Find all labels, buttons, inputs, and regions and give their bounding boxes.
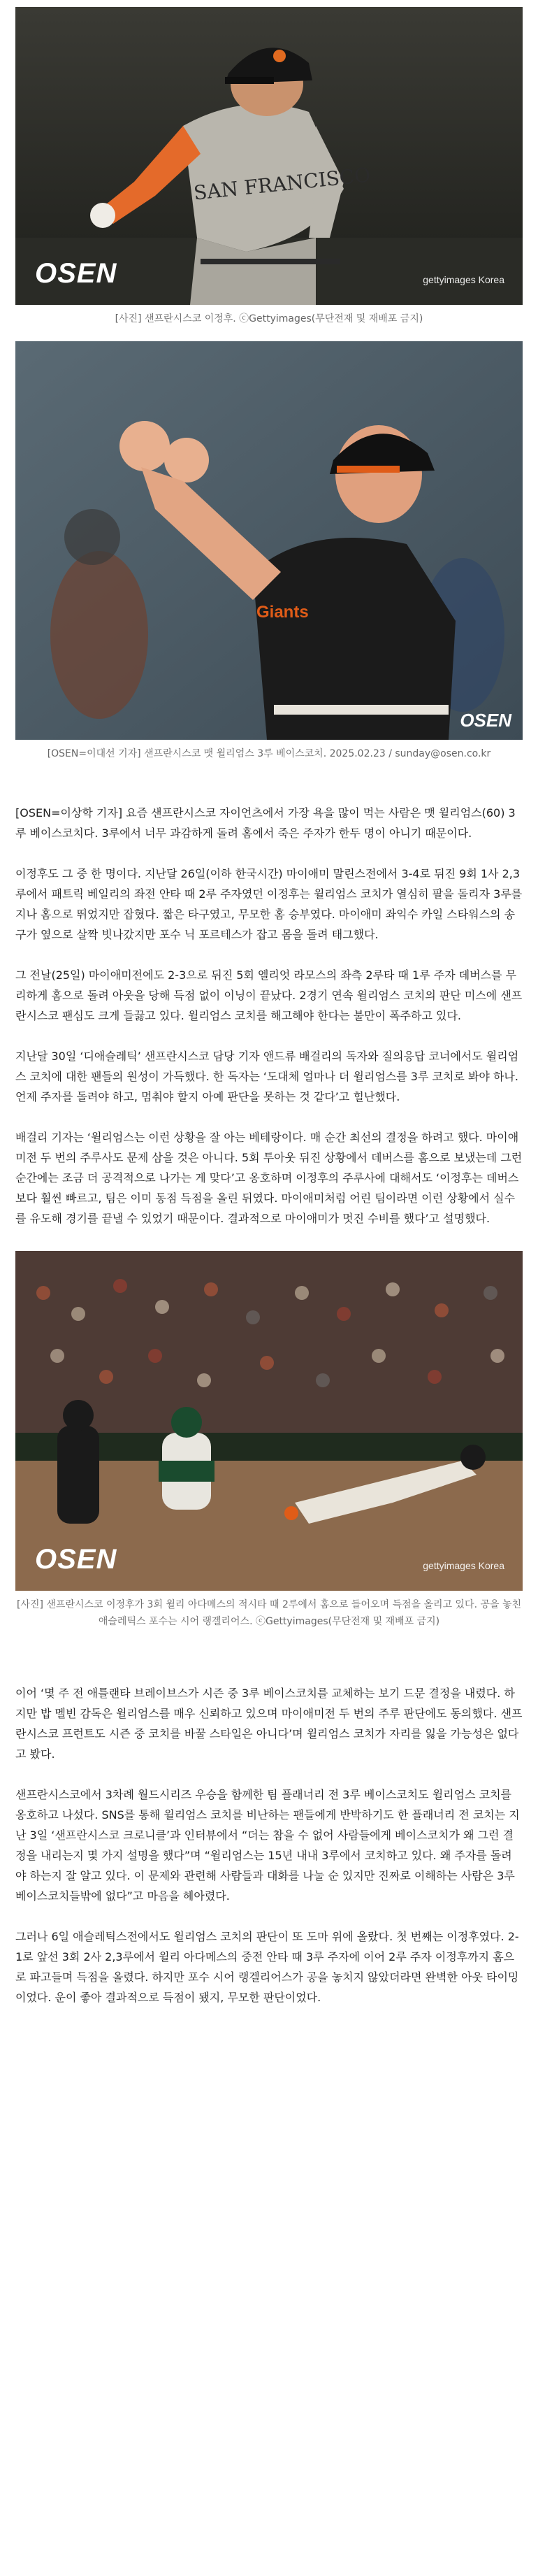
paragraph-7: 샌프란시스코에서 3차례 월드시리즈 우승을 함께한 팀 플래너리 전 3루 베이스코치도 윌리엄스 코치를 옹호하고 나섰다. SNS를 통해 윌리엄스 코치를 비난하는 팬들에게 반박하기도 한 플래너리 전 코치는 지난 3일 ‘샌프란시스코 크로니클’과 인터뷰에서 “더는 참을 수 없어 사람들에게 베이스코치가 왜 그런 결정을 내리는지 몇 가지 설명을 했다”며 “윌리엄스는 15년 내내 3루에서 코치하고 있다. 왜 주자를 돌려야 하는지 잘 알고 있다. 이 문제와 관련해 사람들과 대화를 나눌 순 있지만 진짜로 이해하는 사람은 3루 베이스코치들밖에 없다”고 마음을 헤아렸다.	[15, 1788, 520, 1903]
paragraph-2: 이정후도 그 중 한 명이다. 지난달 26일(이하 한국시간) 마이애미 말린스전에서 3-4로 뒤진 9회 1사 2,3루에서 패트릭 베일리의 좌전 안타 때 2루 주자였던 이정후는 윌리엄스 코치가 열심히 팔을 돌리자 3루를 지나 홈으로 뛰었지만 잡혔다. 짧은 타구였고, 무모한 홈 승부였다. 마이애미 좌익수 카일 스타워스의 송구가 옆으로 살짝 빗나갔지만 포수 닉 포르테스가 잡고 몸을 돌려 태그했다.	[15, 867, 523, 941]
paragraph-8: 그러나 6일 애슬레틱스전에서도 윌리엄스 코치의 판단이 또 도마 위에 올랐다. 첫 번째는 이정후였다. 2-1로 앞선 3회 2사 2,3루에서 윌리 아다메스의 중전 안타 때 3루 주자에 이어 2루 주자 이정후까지 홈으로 파고들며 득점을 올렸다. 하지만 포수 시어 랭겔리어스가 공을 놓치지 않았더라면 완벽한 아웃 타이밍이었다. 운이 좋아 결과적으로 득점이 됐지, 무모한 판단이었다.	[15, 1930, 519, 2004]
photo-watermark: OSEN	[35, 258, 117, 289]
paragraph-1: [OSEN=이상학 기자] 요즘 샌프란시스코 자이언츠에서 가장 욕을 많이 먹는 사람은 맷 윌리엄스(60) 3루 베이스코치다. 3루에서 너무 과감하게 돌려 홈에서 죽은 주자가 한두 명이 아니기 때문이다.	[15, 806, 516, 840]
photo-caption-1: [사진] 샌프란시스코 이정후. ⓒGettyimages(무단전재 및 재배포 금지)	[115, 313, 423, 324]
photo-credit: gettyimages Korea	[423, 274, 504, 285]
photo-watermark: OSEN	[460, 710, 511, 731]
article-photo-1	[15, 7, 523, 305]
photo-caption-2: [OSEN=이대선 기자] 샌프란시스코 맷 윌리엄스 3루 베이스코치. 2025.02.23 / sunday@osen.co.kr	[47, 748, 491, 759]
photo-credit: gettyimages Korea	[423, 1560, 504, 1571]
article-body-continued	[15, 1683, 523, 2008]
paragraph-4: 지난달 30일 ‘디애슬레틱’ 샌프란시스코 담당 기자 앤드류 배걸리의 독자와 질의응답 코너에서도 윌리엄스 코치에 대한 팬들의 원성이 가득했다. 한 독자는 ‘도대체 얼마나 더 윌리엄스를 3루 코치로 봐야 하나. 언제 주자를 돌려야 하고, 멈춰야 할지 아예 판단을 못하는 것 같다’고 힐난했다.	[15, 1050, 519, 1103]
article-photo-3	[15, 1251, 523, 1591]
paragraph-3: 그 전날(25일) 마이애미전에도 2-3으로 뒤진 5회 엘리엇 라모스의 좌측 2루타 때 1루 주자 데버스를 무리하게 홈으로 돌려 아웃을 당해 득점 없이 이닝이 끝났다. 2경기 연속 윌리엄스 코치의 판단 미스에 샌프란시스코 팬심도 크게 들끓고 있다. 윌리엄스 코치를 해고해야 한다는 불만이 폭주하고 있다.	[15, 968, 523, 1022]
photo-watermark: OSEN	[35, 1544, 117, 1575]
photo-caption-3: [사진] 샌프란시스코 이정후가 3회 윌리 아다메스의 적시타 때 2루에서 홈으로 들어오며 득점을 올리고 있다. 공을 놓친 애슬레틱스 포수는 시어 랭겔리어스. ⓒGettyimages(무단전재 및 재배포 금지)	[16, 1599, 522, 1627]
article-photo-2	[15, 341, 523, 740]
svg-text:Giants: Giants	[256, 603, 309, 622]
home-plate-slide-image	[15, 1251, 523, 1591]
coach-celebrating-image	[15, 341, 523, 740]
paragraph-5: 배걸리 기자는 ‘윌리엄스는 이런 상황을 잘 아는 베테랑이다. 매 순간 최선의 결정을 하려고 했다. 마이애미전 두 번의 주루사도 문제 삼을 것은 아니다. 5회 투아웃 뒤진 상황에서 데버스를 홈으로 보냈는데 그런 순간에는 조금 더 공격적으로 나가는 게 맞다’고 옹호하며 이정후의 주루사에 대해서도 ‘이정후는 데버스보다 훨씬 빠르고, 팀은 이미 동점 득점을 올린 뒤였다. 마이애미처럼 어린 팀이라면 이런 상황에서 실수를 유도해 경기를 끝낼 수 있었기 때문이다. 결과적으로 마이애미가 멋진 수비를 했다’고 설명했다.	[15, 1131, 523, 1225]
svg-text:SAN FRANCISCO: SAN FRANCISCO	[192, 163, 372, 205]
paragraph-6: 이어 ‘몇 주 전 애틀랜타 브레이브스가 시즌 중 3루 베이스코치를 교체하는 보기 드문 결정을 내렸다. 하지만 밥 멜빈 감독은 윌리엄스를 매우 신뢰하고 있으며 마이애미전 두 번의 주루 판단에도 동의했다. 샌프란시스코 프런트도 시즌 중 코치를 바꿀 스타일은 아니다’며 윌리엄스 코치가 자리를 잃을 가능성은 없다고 봤다.	[15, 1687, 523, 1761]
article-body	[15, 803, 523, 1229]
